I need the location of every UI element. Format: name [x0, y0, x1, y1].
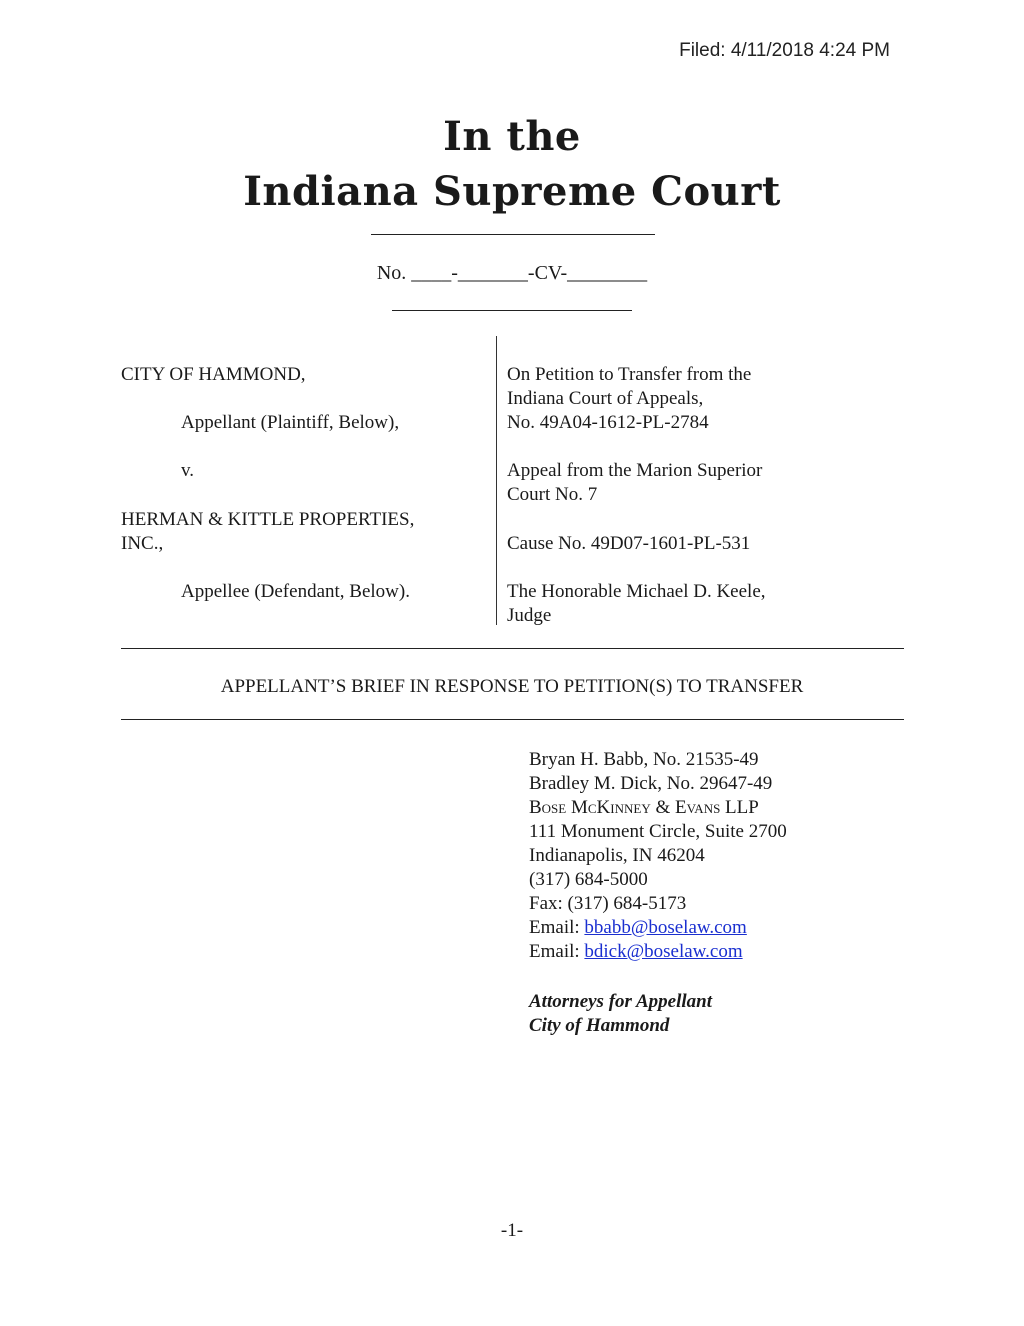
- brief-title-bottom-rule: [121, 719, 904, 720]
- docket-divider: [392, 310, 632, 311]
- email-row-1: [529, 916, 747, 940]
- transfer-line3: No. 49A04-1612-PL-2784: [507, 412, 709, 433]
- phone: (317) 684-5000: [529, 869, 648, 890]
- brief-title: APPELLANT’S BRIEF IN RESPONSE TO PETITION(S) TO TRANSFER: [220, 676, 804, 697]
- attorney-2: Bradley M. Dick, No. 29647-49: [529, 773, 773, 794]
- title-divider: [371, 234, 655, 235]
- appellee-name-line2: INC.,: [121, 533, 164, 554]
- counsel-role-line1: Attorneys for Appellant: [529, 991, 712, 1012]
- versus: v.: [181, 460, 195, 481]
- page-number: -1-: [500, 1220, 524, 1241]
- appellant-role: Appellant (Plaintiff, Below),: [181, 412, 400, 433]
- appellee-name-line1: HERMAN & KITTLE PROPERTIES,: [121, 509, 415, 530]
- transfer-line2: Indiana Court of Appeals,: [507, 388, 704, 409]
- email-row-2: [529, 940, 743, 964]
- appeal-line2: Court No. 7: [507, 484, 598, 505]
- judge-line2: Judge: [507, 605, 552, 626]
- attorney-1: Bryan H. Babb, No. 21535-49: [529, 749, 759, 770]
- email-label-2: Email:: [529, 941, 585, 962]
- judge-line1: The Honorable Michael D. Keele,: [507, 581, 766, 602]
- caption-divider: [496, 336, 497, 625]
- transfer-line1: On Petition to Transfer from the: [507, 364, 752, 385]
- brief-title-top-rule: [121, 648, 904, 649]
- filed-stamp: Filed: 4/11/2018 4:24 PM: [679, 40, 890, 61]
- appeal-line1: Appeal from the Marion Superior: [507, 460, 763, 481]
- email-link-2[interactable]: bdick@boselaw.com: [584, 941, 743, 962]
- fax: Fax: (317) 684-5173: [529, 893, 687, 914]
- court-title-line2: Indiana Supreme Court: [243, 168, 781, 215]
- appellant-name: CITY OF HAMMOND,: [121, 364, 306, 385]
- email-label-1: Email:: [529, 917, 585, 938]
- email-link-1[interactable]: bbabb@boselaw.com: [584, 917, 747, 938]
- cause-number: Cause No. 49D07-1601-PL-531: [507, 533, 751, 554]
- address-line1: 111 Monument Circle, Suite 2700: [529, 821, 787, 842]
- docket-number: No. ____-_______-CV-________: [376, 262, 648, 284]
- counsel-role-line2: City of Hammond: [529, 1015, 670, 1036]
- court-title-line1: In the: [443, 113, 581, 160]
- law-firm: Bose McKinney & Evans LLP: [529, 797, 759, 818]
- address-line2: Indianapolis, IN 46204: [529, 845, 705, 866]
- appellee-role: Appellee (Defendant, Below).: [181, 581, 410, 602]
